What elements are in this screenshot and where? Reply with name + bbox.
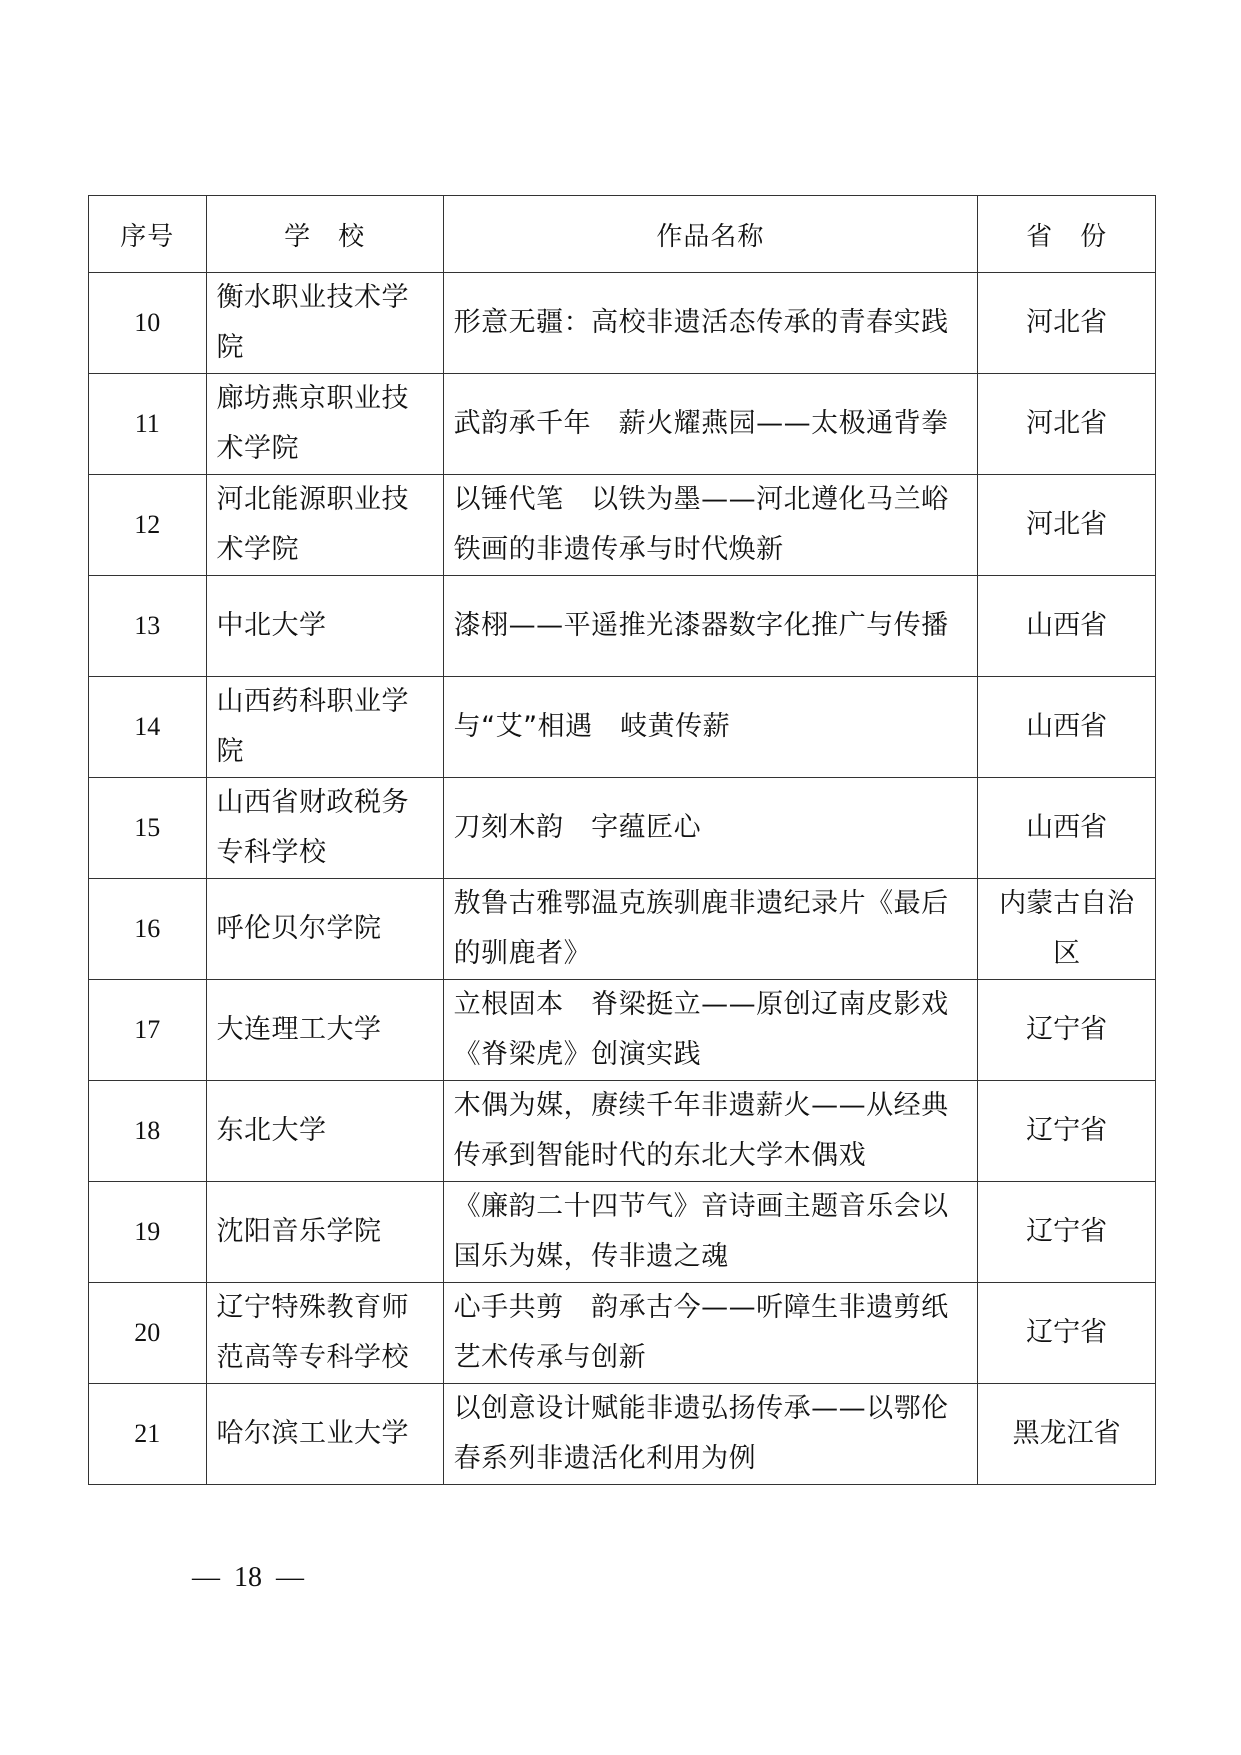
table-row [89,1182,1156,1283]
province: 辽宁省 [978,1182,1156,1283]
header-no: 序号 [89,196,207,273]
work-title: 心手共剪 韵承古今——听障生非遗剪纸艺术传承与创新 [443,1283,978,1384]
school-name: 中北大学 [206,576,443,677]
school-name: 山西药科职业学院 [206,677,443,778]
school-name: 衡水职业技术学院 [206,273,443,374]
school-name: 大连理工大学 [206,980,443,1081]
row-number: 21 [89,1384,207,1485]
work-title: 木偶为媒，赓续千年非遗薪火——从经典传承到智能时代的东北大学木偶戏 [443,1081,978,1182]
header-work: 作品名称 [443,196,978,273]
work-title: 《廉韵二十四节气》音诗画主题音乐会以国乐为媒，传非遗之魂 [443,1182,978,1283]
province: 辽宁省 [978,1081,1156,1182]
table-row [89,1384,1156,1485]
row-number: 16 [89,879,207,980]
school-name: 呼伦贝尔学院 [206,879,443,980]
row-number: 13 [89,576,207,677]
table-header-row [89,196,1156,273]
school-name: 哈尔滨工业大学 [206,1384,443,1485]
row-number: 10 [89,273,207,374]
work-title: 以创意设计赋能非遗弘扬传承——以鄂伦春系列非遗活化利用为例 [443,1384,978,1485]
table-row [89,273,1156,374]
province: 山西省 [978,576,1156,677]
row-number: 14 [89,677,207,778]
province: 黑龙江省 [978,1384,1156,1485]
school-name: 辽宁特殊教育师范高等专科学校 [206,1283,443,1384]
work-title: 武韵承千年 薪火耀燕园——太极通背拳 [443,374,978,475]
table-row [89,778,1156,879]
province: 河北省 [978,273,1156,374]
province: 河北省 [978,475,1156,576]
work-title: 与“艾”相遇 岐黄传薪 [443,677,978,778]
row-number: 18 [89,1081,207,1182]
row-number: 12 [89,475,207,576]
table-row [89,374,1156,475]
row-number: 20 [89,1283,207,1384]
school-name: 廊坊燕京职业技术学院 [206,374,443,475]
province: 辽宁省 [978,1283,1156,1384]
work-title: 形意无疆：高校非遗活态传承的青春实践 [443,273,978,374]
table-row [89,475,1156,576]
header-school: 学 校 [206,196,443,273]
page-number: — 18 — [192,1562,304,1593]
province: 河北省 [978,374,1156,475]
header-province: 省 份 [978,196,1156,273]
school-name: 河北能源职业技术学院 [206,475,443,576]
row-number: 17 [89,980,207,1081]
work-title: 漆栩——平遥推光漆器数字化推广与传播 [443,576,978,677]
work-title: 立根固本 脊梁挺立——原创辽南皮影戏《脊梁虎》创演实践 [443,980,978,1081]
table-row [89,677,1156,778]
table-row [89,1081,1156,1182]
table-row [89,576,1156,677]
table-row [89,1283,1156,1384]
table-row [89,980,1156,1081]
school-name: 山西省财政税务专科学校 [206,778,443,879]
row-number: 11 [89,374,207,475]
row-number: 15 [89,778,207,879]
province: 山西省 [978,778,1156,879]
province: 内蒙古自治区 [978,879,1156,980]
works-table [88,195,1156,1485]
province: 辽宁省 [978,980,1156,1081]
row-number: 19 [89,1182,207,1283]
school-name: 东北大学 [206,1081,443,1182]
province: 山西省 [978,677,1156,778]
table-row [89,879,1156,980]
work-title: 刀刻木韵 字蕴匠心 [443,778,978,879]
school-name: 沈阳音乐学院 [206,1182,443,1283]
work-title: 敖鲁古雅鄂温克族驯鹿非遗纪录片《最后的驯鹿者》 [443,879,978,980]
work-title: 以锤代笔 以铁为墨——河北遵化马兰峪铁画的非遗传承与时代焕新 [443,475,978,576]
